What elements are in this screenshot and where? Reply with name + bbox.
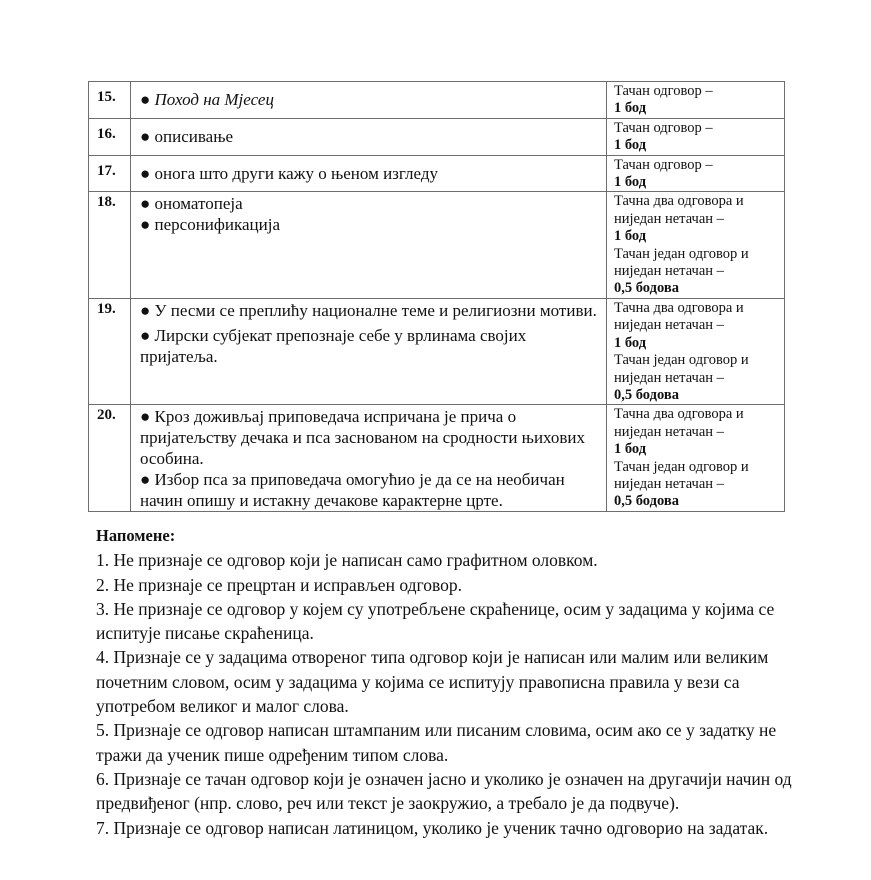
notes-section: [96, 524, 796, 840]
points-cell: [607, 82, 785, 119]
table-row-20: [89, 405, 785, 512]
points-value: 1 бод: [614, 100, 647, 117]
points-criteria: Тачна два одговора и ниједан нетачан –: [614, 299, 744, 334]
points-value: 0,5 бодова: [614, 386, 679, 403]
answer-text: ● Избор пса за приповедача омогућио је да се на необичан начин опишу и истакну дечакове карактерне црте.: [140, 470, 565, 511]
answer-cell: [131, 118, 607, 155]
answer-cell: [131, 82, 607, 119]
points-criteria: Тачна два одговора и ниједан нетачан –: [614, 406, 744, 440]
points-cell: [607, 298, 785, 404]
points-criteria: Тачан један одговор и ниједан нетачан –: [614, 352, 749, 386]
table-row-16: [89, 118, 785, 155]
points-criteria: Тачан један одговор и ниједан нетачан –: [614, 245, 749, 280]
table-row-17: [89, 155, 785, 192]
answer-text: ● Лирски субјекат препознаје себе у врлинама својих пријатеља.: [140, 325, 527, 366]
points-value: 1 бод: [614, 441, 647, 458]
answer-text: ● Кроз доживљај приповедача испричана је прича о пријатељству дечака и пса заснованом на сродности њихових особина.: [140, 407, 586, 469]
question-number: 18.: [89, 192, 131, 298]
question-number: 16.: [89, 118, 131, 155]
answer-text: ● У песми се преплићу националне теме и религиозни мотиви.: [140, 300, 597, 320]
points-cell: [607, 118, 785, 155]
answer-cell: [131, 405, 607, 512]
points-value: 1 бод: [614, 137, 647, 154]
answer-text: ● онога што други кажу о њеном изгледу: [140, 163, 438, 183]
points-value: 0,5 бодова: [614, 280, 679, 297]
note-item: 5. Признаје се одговор написан штампаним или писаним словима, осим ако се у задатку не тражи да ученик пише одређеним типом слова.: [96, 720, 777, 765]
points-value: 0,5 бодова: [614, 493, 679, 510]
points-value: 1 бод: [614, 334, 647, 351]
answer-text: ● ономатопеја: [140, 194, 243, 214]
notes-title: Напомене:: [96, 526, 176, 545]
note-item: 6. Признаје се тачан одговор који је означен јасно и уколико је означен на другачији начин од предвиђеног (нпр. слово, реч или текст је заокружио, а требало је да подвуче).: [96, 768, 792, 814]
table-row-18: [89, 192, 785, 298]
points-value: 1 бод: [614, 228, 647, 245]
question-number: 20.: [89, 405, 131, 512]
points-criteria: Тачна два одговора и ниједан нетачан –: [614, 193, 744, 227]
note-item: 2. Не признаје се прецртан и исправљен одговор.: [96, 574, 462, 595]
question-number: 17.: [89, 155, 131, 192]
answer-key-table: [88, 81, 785, 512]
table-row-19: [89, 298, 785, 404]
points-criteria: Тачан одговор –: [614, 119, 713, 136]
answer-text: ● описивање: [140, 126, 234, 146]
answer-text: ● Поход на Мјесец: [140, 90, 274, 109]
points-cell: [607, 192, 785, 298]
points-criteria: Тачан одговор –: [614, 156, 713, 173]
note-item: 1. Не признаје се одговор који је написан само графитном оловком.: [96, 550, 598, 571]
note-item: 3. Не признаје се одговор у којем су употребљене скраћенице, осим у задацима у којима се испитује писање скраћеница.: [96, 598, 775, 644]
points-criteria: Тачан један одговор и ниједан нетачан –: [614, 458, 749, 492]
answer-cell: [131, 155, 607, 192]
question-number: 19.: [89, 298, 131, 404]
points-cell: [607, 155, 785, 192]
answer-cell: [131, 298, 607, 404]
points-criteria: Тачан одговор –: [614, 83, 713, 99]
answer-cell: [131, 192, 607, 298]
question-number: 15.: [89, 82, 131, 119]
points-cell: [607, 405, 785, 512]
points-value: 1 бод: [614, 174, 647, 191]
table-row-15: [89, 82, 785, 119]
answer-text: ● персонификација: [140, 215, 281, 235]
note-item: 7. Признаје се одговор написан латиницом, уколико је ученик тачно одговорио на задатак.: [96, 817, 769, 838]
note-item: 4. Признаје се у задацима отвореног типа одговор који је написан или малим или великим почетним словом, осим у задацима у којима се испитују правописна правила у вези са употребом великог и малог слова.: [96, 647, 769, 717]
